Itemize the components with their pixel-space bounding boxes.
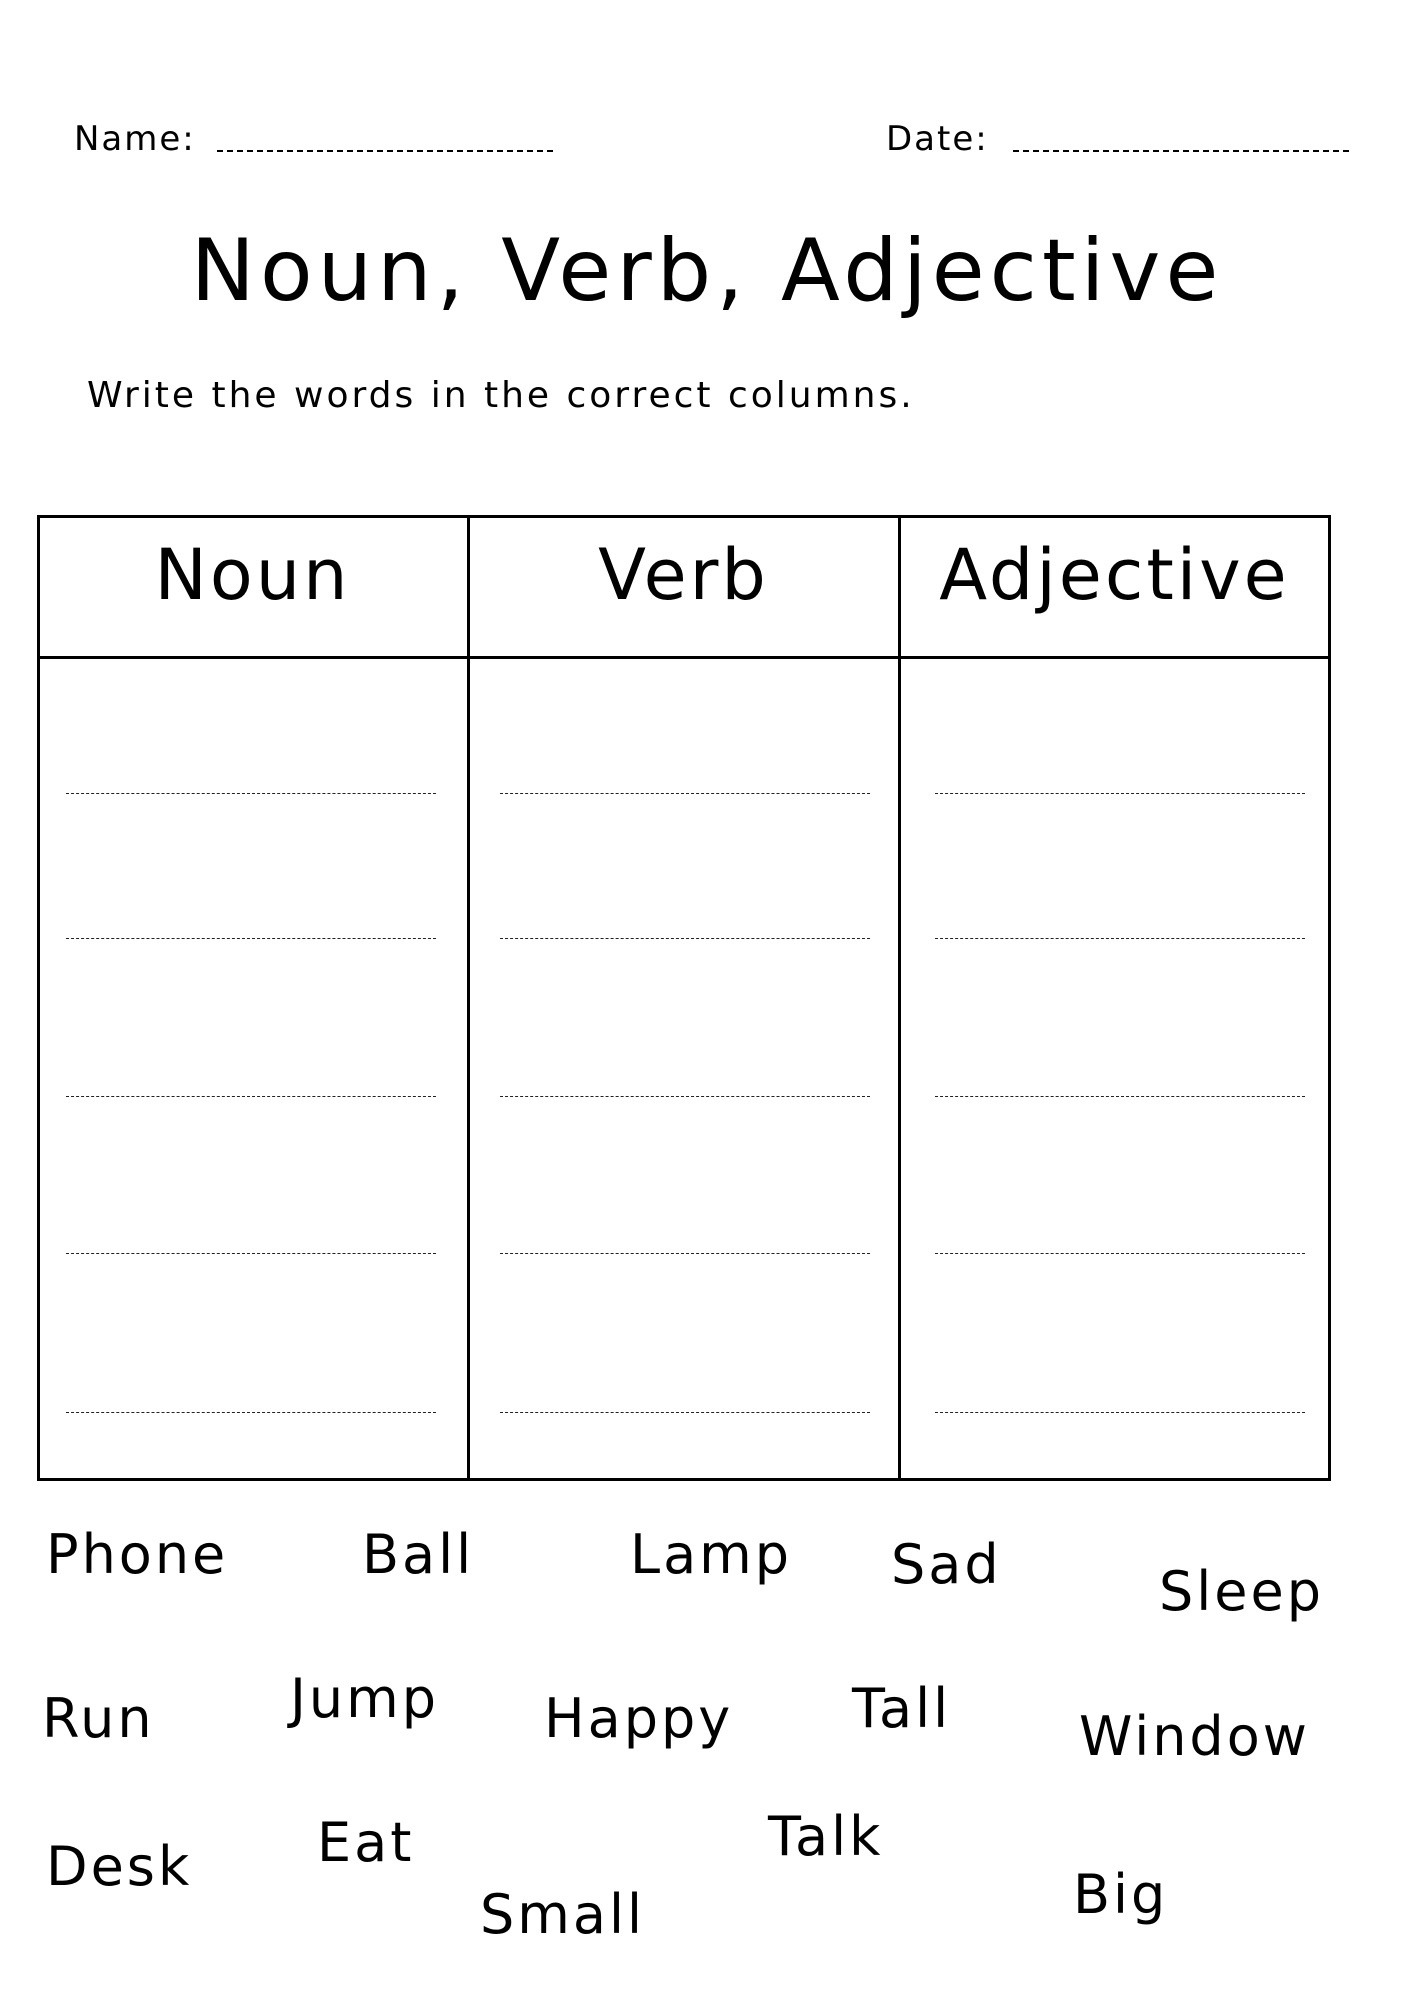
answer-line[interactable] bbox=[66, 938, 436, 939]
word-bank-item[interactable]: Ball bbox=[362, 1523, 475, 1586]
instruction-text: Write the words in the correct columns. bbox=[87, 375, 915, 416]
column-divider bbox=[467, 515, 470, 1481]
answer-line[interactable] bbox=[935, 938, 1305, 939]
date-field[interactable] bbox=[1013, 150, 1349, 152]
word-bank-item[interactable]: Sleep bbox=[1159, 1560, 1325, 1623]
answer-line[interactable] bbox=[500, 938, 870, 939]
word-bank-item[interactable]: Jump bbox=[290, 1667, 440, 1730]
answer-line[interactable] bbox=[935, 1412, 1305, 1413]
word-bank-item[interactable]: Big bbox=[1073, 1863, 1169, 1926]
column-header-adjective: Adjective bbox=[939, 534, 1290, 616]
answer-line[interactable] bbox=[66, 1253, 436, 1254]
answer-line[interactable] bbox=[66, 793, 436, 794]
word-bank-item[interactable]: Happy bbox=[544, 1687, 734, 1750]
name-label: Name: bbox=[74, 119, 196, 159]
page-title: Noun, Verb, Adjective bbox=[190, 221, 1224, 321]
answer-line[interactable] bbox=[500, 1412, 870, 1413]
word-bank-item[interactable]: Run bbox=[42, 1687, 155, 1750]
word-bank-item[interactable]: Tall bbox=[852, 1677, 952, 1740]
answer-line[interactable] bbox=[935, 1096, 1305, 1097]
word-bank-item[interactable]: Lamp bbox=[630, 1523, 793, 1586]
answer-line[interactable] bbox=[66, 1412, 436, 1413]
answer-line[interactable] bbox=[500, 793, 870, 794]
column-header-noun: Noun bbox=[154, 534, 351, 616]
word-bank-item[interactable]: Desk bbox=[46, 1835, 193, 1898]
answer-line[interactable] bbox=[500, 1096, 870, 1097]
word-bank-item[interactable]: Small bbox=[480, 1883, 645, 1946]
word-bank-item[interactable]: Phone bbox=[46, 1523, 229, 1586]
header-divider bbox=[37, 656, 1331, 659]
answer-line[interactable] bbox=[935, 1253, 1305, 1254]
word-bank-item[interactable]: Sad bbox=[891, 1533, 1002, 1596]
word-bank-item[interactable]: Talk bbox=[768, 1805, 884, 1868]
answer-line[interactable] bbox=[500, 1253, 870, 1254]
answer-line[interactable] bbox=[935, 793, 1305, 794]
name-field[interactable] bbox=[217, 150, 553, 152]
answer-line[interactable] bbox=[66, 1096, 436, 1097]
column-header-verb: Verb bbox=[598, 534, 769, 616]
word-bank-item[interactable]: Eat bbox=[317, 1811, 415, 1874]
column-divider bbox=[898, 515, 901, 1481]
date-label: Date: bbox=[886, 119, 989, 159]
word-bank-item[interactable]: Window bbox=[1079, 1705, 1310, 1768]
sorting-table bbox=[37, 515, 1331, 1481]
